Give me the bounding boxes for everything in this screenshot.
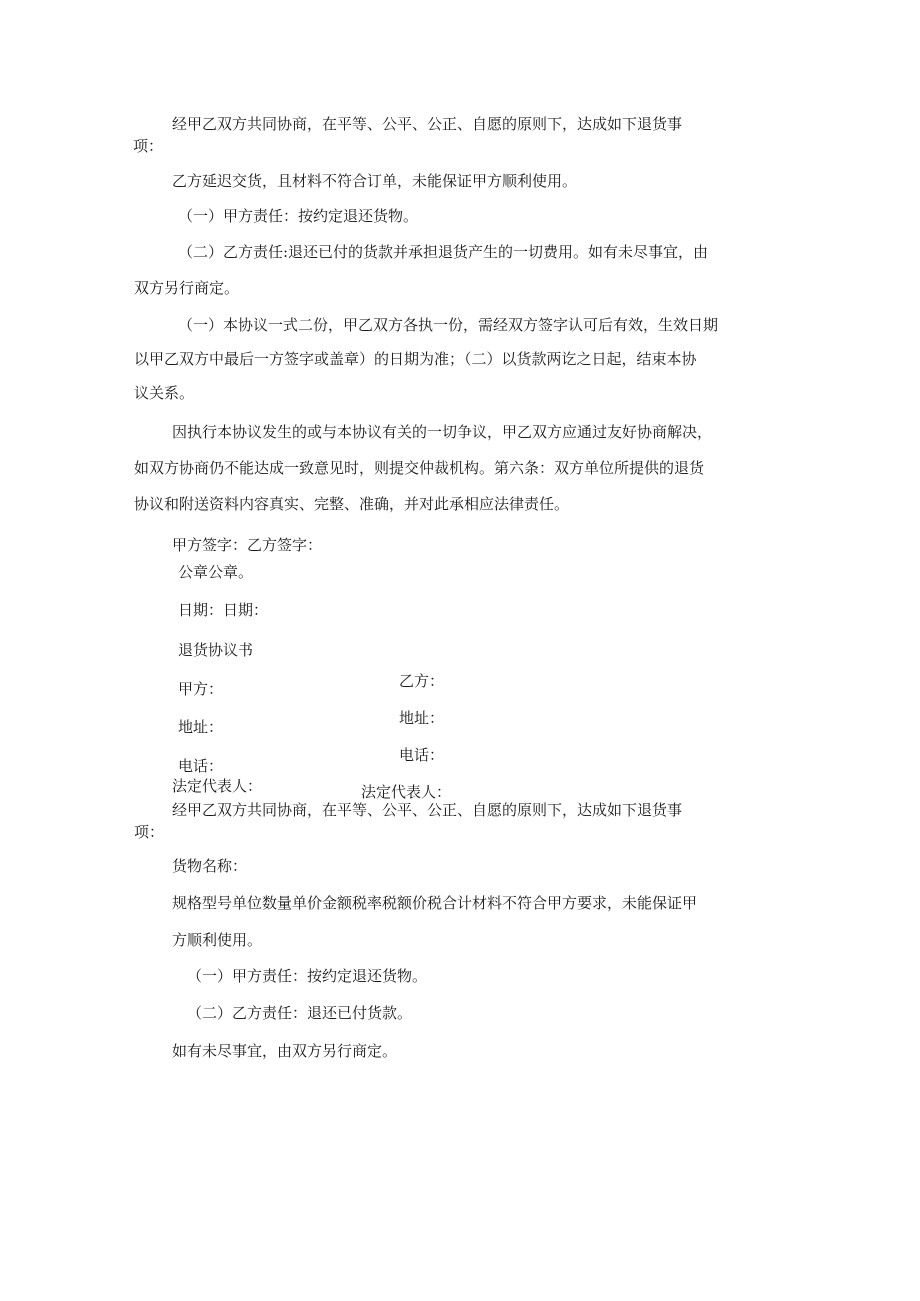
spec-line: 规格型号单位数量单价金额税率税额价税合计材料不符合甲方要求，未能保证甲: [172, 894, 698, 912]
party-b-duty-line: （二）乙方责任:退还已付的货款并承担退货产生的一切费用。如有未尽事宜，由: [178, 243, 709, 261]
party-b-legal-rep-label: 法定代表人：: [361, 783, 452, 801]
party-a-duty-2: （一）甲方责任：按约定退还货物。: [187, 967, 428, 985]
party-a-phone-label: 电话：: [178, 757, 224, 775]
signature-line: 甲方签字：乙方签字：: [172, 536, 323, 554]
party-a-duty: （一）甲方责任：按约定退还货物。: [178, 207, 419, 225]
reason-paragraph: 乙方延迟交货，且材料不符合订单，未能保证甲方顺利使用。: [172, 172, 578, 190]
validity-line: 以甲乙双方中最后一方签字或盖章）的日期为准；（二）以货款两讫之日起，结束本协: [134, 350, 697, 368]
intro-line-2: 项：: [134, 823, 165, 841]
party-a-address-label: 地址：: [178, 718, 224, 736]
party-b-duty-2: （二）乙方责任：退还已付货款。: [187, 1004, 413, 1022]
party-b-phone-label: 电话：: [399, 746, 445, 764]
spec-line: 方顺利使用。: [172, 931, 263, 949]
intro-line: 经甲乙双方共同协商，在平等、公平、公正、自愿的原则下，达成如下退货事: [172, 115, 683, 133]
party-b-duty-line: 双方另行商定。: [134, 279, 240, 297]
validity-line: （一）本协议一式二份，甲乙双方各执一份，需经双方签字认可后有效，生效日期: [178, 316, 719, 334]
date-line: 日期：日期：: [178, 601, 269, 619]
seal-line: 公章公章。: [178, 563, 254, 581]
dispute-line: 如双方协商仍不能达成一致意见时，则提交仲裁机构。第六条：双方单位所提供的退货: [134, 459, 705, 477]
validity-line: 议关系。: [134, 384, 195, 402]
party-a-label: 甲方：: [178, 680, 224, 698]
party-b-address-label: 地址：: [399, 709, 445, 727]
clipped-text: 法定代表人：: [172, 777, 263, 795]
closing-line: 如有未尽事宜，由双方另行商定。: [172, 1042, 398, 1060]
dispute-line: 协议和附送资料内容真实、完整、准确，并对此承相应法律责任。: [134, 495, 570, 513]
goods-name-label: 货物名称：: [172, 857, 248, 875]
document-title: 退货协议书: [178, 641, 254, 659]
party-a-legal-rep-label-clipped: [172, 777, 263, 796]
intro-line: 项：: [133, 137, 164, 155]
party-b-label: 乙方：: [399, 672, 445, 690]
intro-line-2: 经甲乙双方共同协商，在平等、公平、公正、自愿的原则下，达成如下退货事: [172, 801, 683, 819]
dispute-line: 因执行本协议发生的或与本协议有关的一切争议，甲乙双方应通过友好协商解决，: [172, 423, 713, 441]
